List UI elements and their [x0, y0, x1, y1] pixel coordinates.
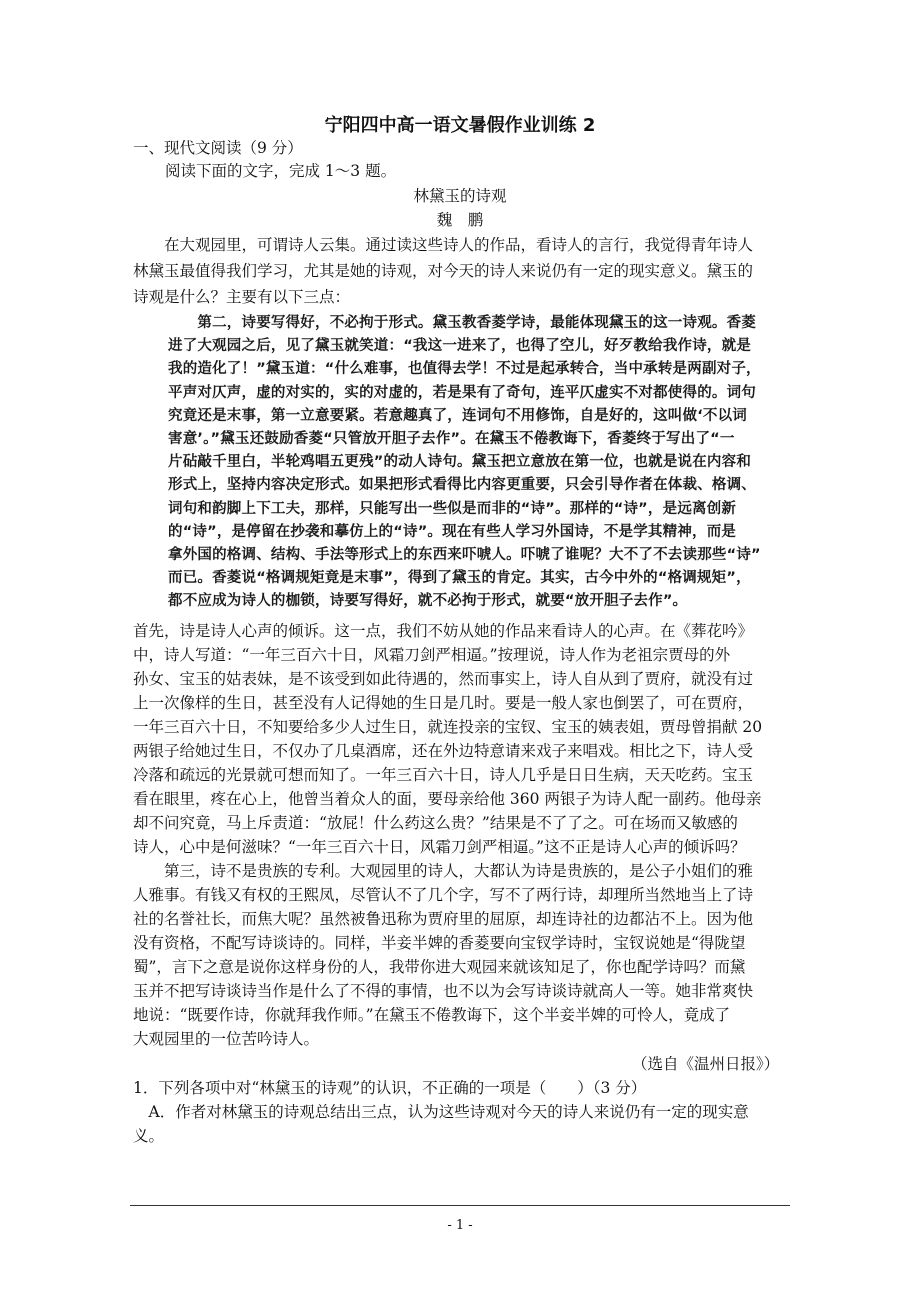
- text-line: 一年三百六十日，不知要给多少人过生日，就连投亲的宝钗、宝玉的姨表姐，贾母曾捐献 20: [133, 718, 763, 736]
- source-citation: （选自《温州日报》）: [632, 1055, 780, 1073]
- text-line: 都不应成为诗人的枷锁，诗要写得好，就不必拘于形式，就要“放开胆子去作”。: [168, 593, 688, 610]
- document-title: 宁阳四中高一语文暑假作业训练 2: [324, 115, 596, 136]
- text-line: 片砧敲千里白，半轮鸡唱五更残”的动人诗句。黛玉把立意放在第一位，也就是说在内容和: [168, 454, 752, 471]
- question-1: 1．下列各项中对“林黛玉的诗观”的认识，不正确的一项是（ ）（3 分）: [133, 1079, 647, 1097]
- text-line: 没有资格，不配写诗谈诗的。同样，半妾半婢的香菱要向宝钗学诗时，宝钗说她是“得陇望: [133, 934, 746, 952]
- text-line: 冷落和疏远的光景就可想而知了。一年三百六十日，诗人几乎是日日生病，天天吃药。宝玉: [133, 766, 754, 784]
- text-line: 而已。香菱说“格调规矩竟是末事”，得到了黛玉的肯定。其实，古今中外的“格调规矩”，: [168, 570, 751, 587]
- text-line: 人雅事。有钱又有权的王熙凤，尽管认不了几个字，写不了两行诗，却理所当然地当上了诗: [133, 886, 754, 904]
- text-line: 的“诗”，是停留在抄袭和摹仿上的“诗”。现在有些人学习外国诗，不是学其精神，而是: [168, 523, 737, 540]
- instruction: 阅读下面的文字，完成 1～3 题。: [165, 162, 397, 180]
- text-line: 形式上，坚持内容决定形式。如果把形式看得比内容更重要，只会引导作者在体裁、格调、: [168, 477, 756, 494]
- text-line: 平声对仄声，虚的对实的，实的对虚的，若是果有了奇句，连平仄虚实不对都使得的。词句: [168, 384, 756, 401]
- text-line: 第三，诗不是贵族的专利。大观园里的诗人，大都认为诗是贵族的，是公子小姐们的雅: [133, 862, 754, 880]
- section-heading: 一、现代文阅读（9 分）: [133, 139, 303, 157]
- text-line: 孙女、宝玉的姑表妹，是不该受到如此待遇的，然而事实上，诗人自从到了贾府，就没有过: [133, 670, 754, 688]
- text-line: 看在眼里，疼在心上，他曾当着众人的面，要母亲给他 360 两银子为诗人配一副药。他母亲: [133, 790, 762, 808]
- text-line: 上一次像样的生日，甚至没有人记得她的生日是几时。要是一般人家也倒罢了，可在贾府，: [133, 694, 754, 712]
- text-line: 第二，诗要写得好，不必拘于形式。黛玉教香菱学诗，最能体现黛玉的这一诗观。香菱: [168, 315, 756, 331]
- text-line: 义。: [133, 1127, 165, 1145]
- article-author: 魏 鹏: [436, 211, 484, 229]
- footer-divider: [130, 1205, 790, 1206]
- text-line: 词句和韵脚上下工夫，那样，只能写出一些似是而非的“诗”。那样的“诗”，是远离创新: [168, 500, 737, 517]
- text-line: 两银子给她过生日，不仅办了几桌酒席，还在外边特意请来戏子来唱戏。相比之下，诗人受: [133, 742, 754, 760]
- text-line: 害意’。”黛玉还鼓励香菱“只管放开胆子去作”。在黛玉不倦教诲下，香菱终于写出了“一: [168, 431, 735, 447]
- text-line: 进了大观园之后，见了黛玉就笑道：“我这一进来了，也得了空儿，好歹教给我作诗，就是: [168, 338, 752, 355]
- text-line: 大观园里的一位苦吟诗人。: [133, 1030, 320, 1048]
- text-line: 究竟还是末事，第一立意要紧。若意趣真了，连词句不用修饰，自是好的，这叫做‘不以词: [168, 407, 748, 424]
- text-line: 拿外国的格调、结构、手法等形式上的东西来吓唬人。吓唬了谁呢？大不了不去读那些“诗”: [168, 547, 761, 563]
- text-line: 在大观园里，可谓诗人云集。通过读这些诗人的作品，看诗人的言行，我觉得青年诗人: [133, 236, 754, 254]
- text-line: 却不问究竟，马上斥责道：“放屁！什么药这么贵？”结果是不了了之。可在场而又敏感的: [133, 814, 738, 832]
- text-line: 社的名誉社长，而焦大呢？虽然被鲁迅称为贾府里的屈原，却连诗社的边都沾不上。因为他: [133, 910, 754, 928]
- text-line: 诗观是什么？主要有以下三点：: [133, 288, 351, 306]
- page-number: - 1 -: [447, 1218, 473, 1233]
- text-line: 玉并不把写诗谈诗当作是什么了不得的事情，也不以为会写诗谈诗就高人一等。她非常爽快: [133, 982, 754, 1000]
- text-line: A．作者对林黛玉的诗观总结出三点，认为这些诗观对今天的诗人来说仍有一定的现实意: [133, 1103, 749, 1121]
- text-line: 蜀”，言下之意是说你这样身份的人，我带你进大观园来就该知足了，你也配学诗吗？而黛: [133, 958, 746, 976]
- text-line: 地说：“既要作诗，你就拜我作师。”在黛玉不倦教诲下，这个半妾半婢的可怜人，竟成了: [133, 1006, 731, 1024]
- text-line: 林黛玉最值得我们学习，尤其是她的诗观，对今天的诗人来说仍有一定的现实意义。黛玉的: [133, 262, 754, 280]
- text-line: 诗人，心中是何滋味？“一年三百六十日，风霜刀剑严相逼。”这不正是诗人心声的倾诉吗？: [133, 838, 746, 856]
- article-title: 林黛玉的诗观: [413, 187, 507, 205]
- text-line: 中，诗人写道：“一年三百六十日，风霜刀剑严相逼。”按理说，诗人作为老祖宗贾母的外: [133, 646, 731, 664]
- text-line: 我的造化了！”黛玉道：“什么难事，也值得去学！不过是起承转合，当中承转是两副对子，: [168, 361, 761, 378]
- text-line: 首先，诗是诗人心声的倾诉。这一点，我们不妨从她的作品来看诗人的心声。在《葬花吟》: [133, 622, 754, 640]
